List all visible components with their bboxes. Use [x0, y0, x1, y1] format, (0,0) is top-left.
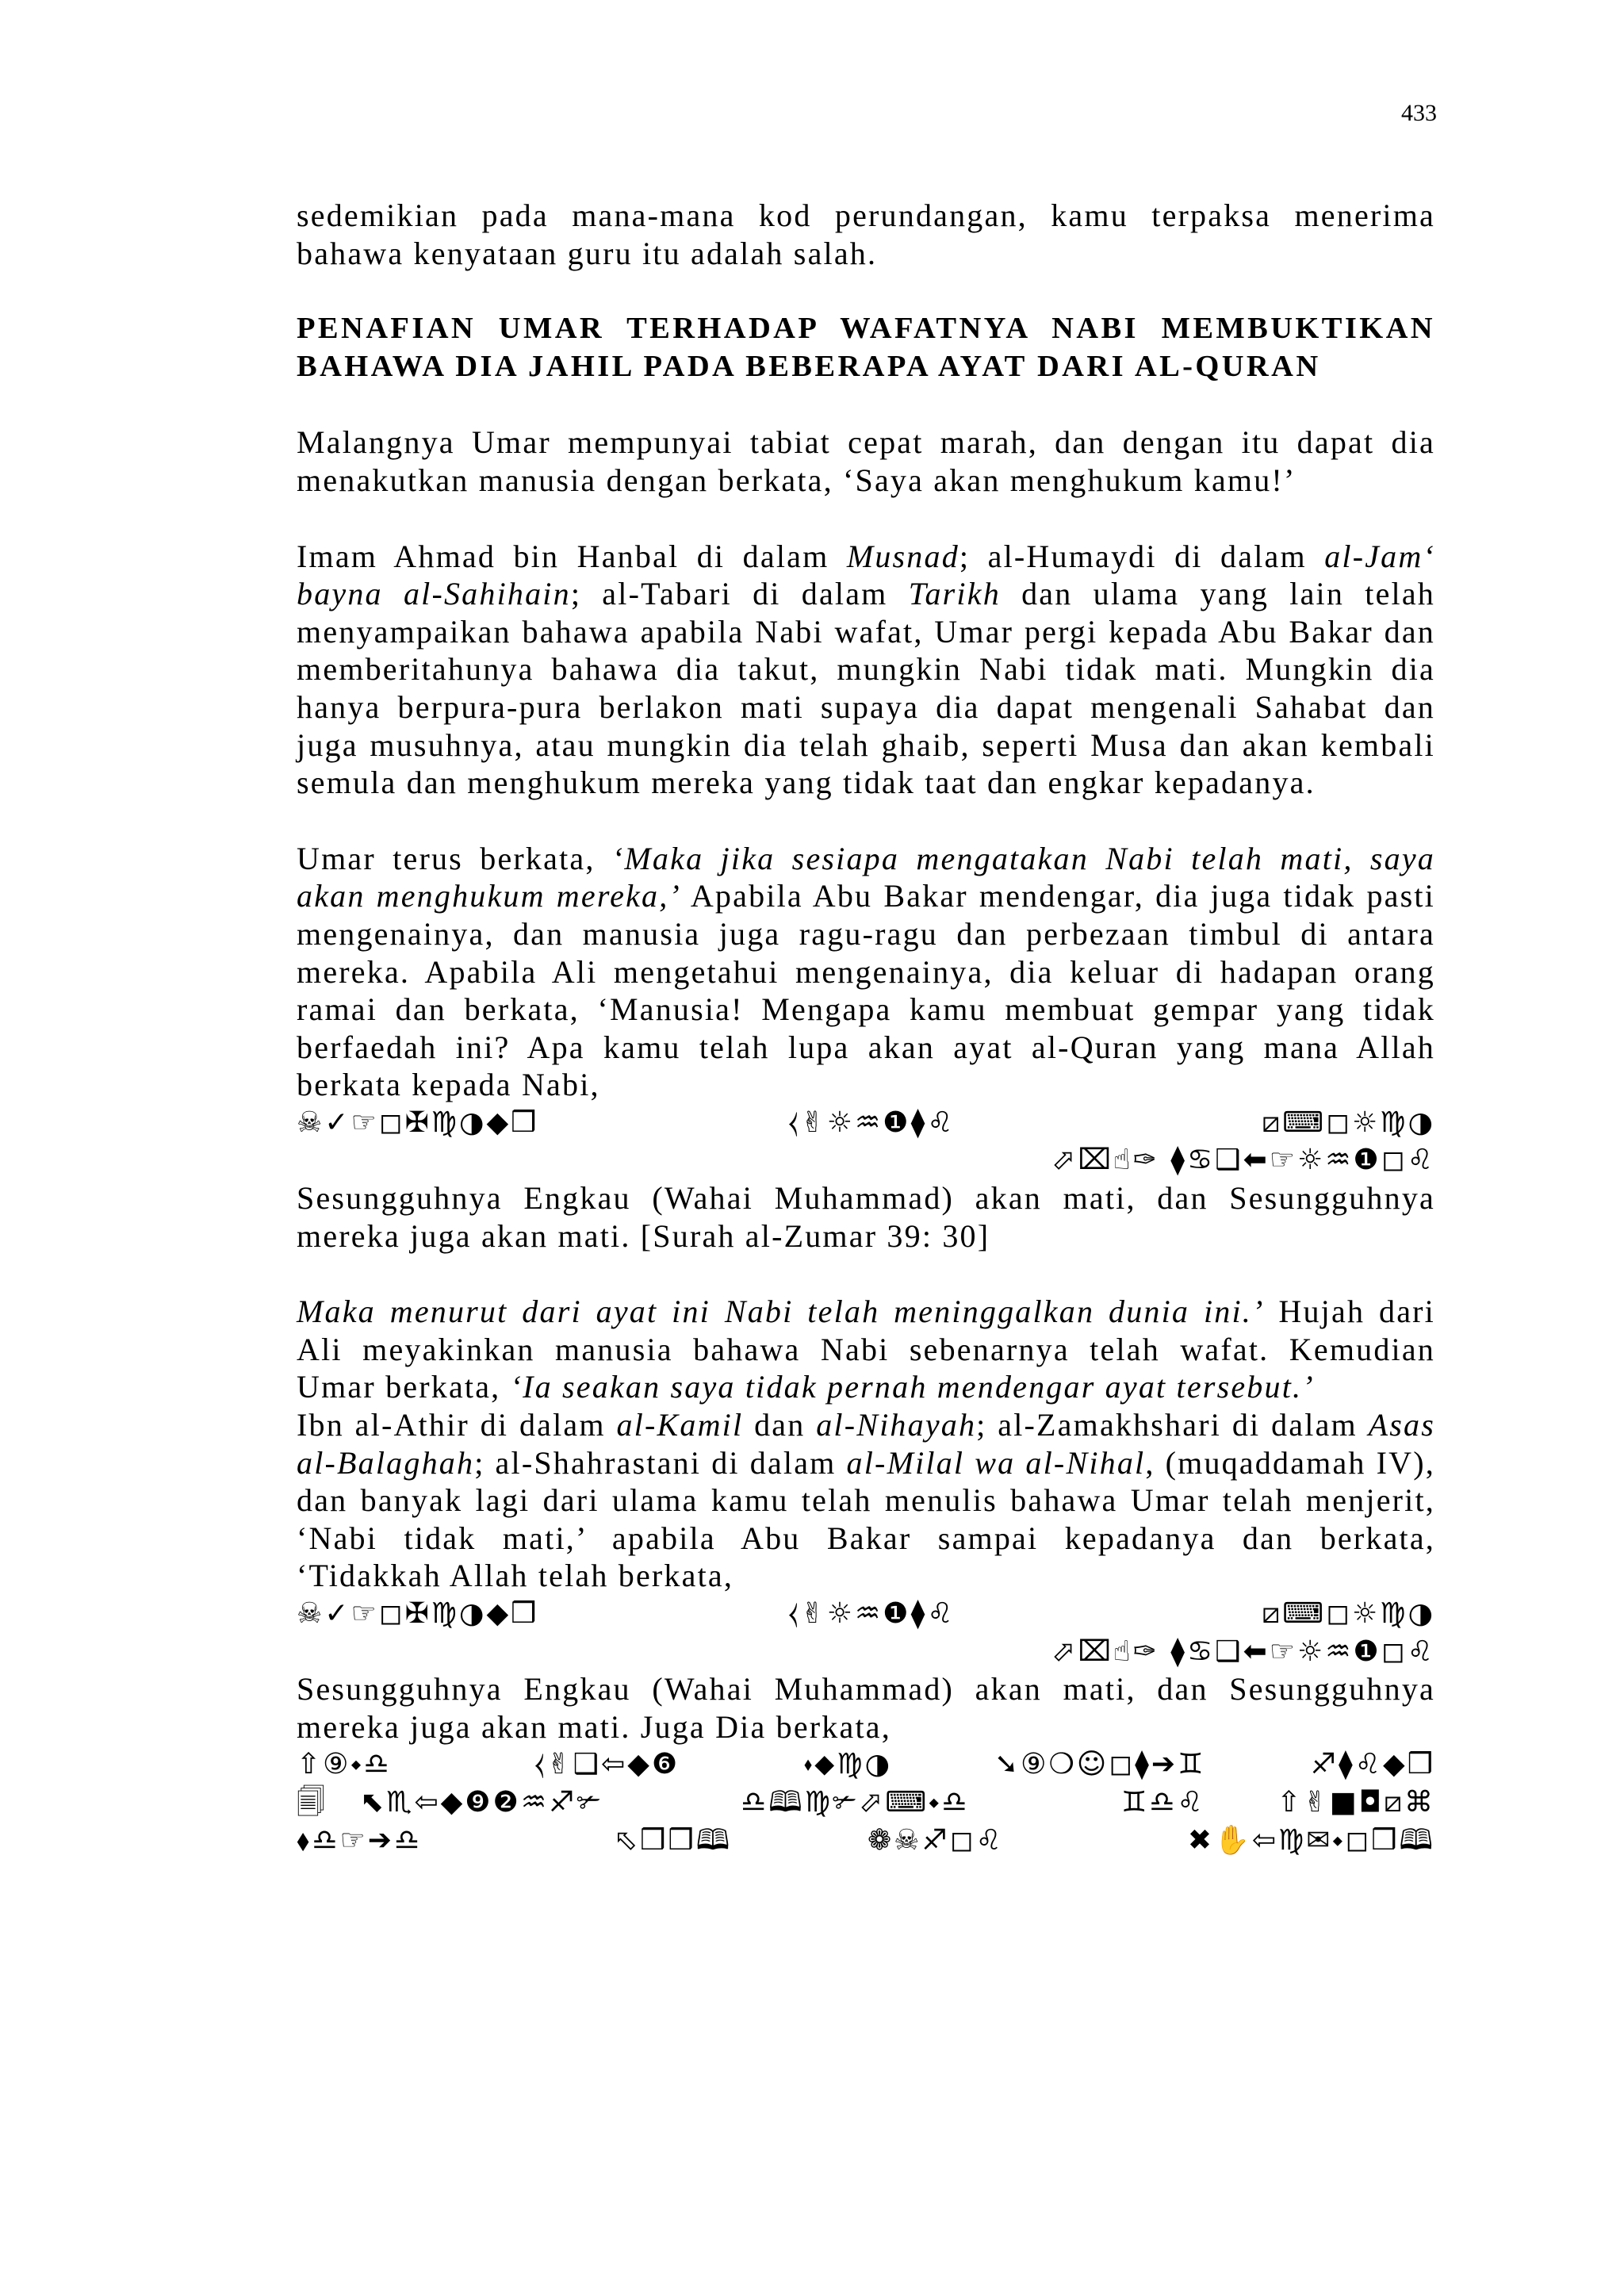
verse-glyph-line-3	[297, 1595, 1435, 1633]
verse-glyph: ⬀⌧☝✑ ⧫♋❑⬅☞☼♒❶◻♌	[1051, 1635, 1435, 1668]
verse-glyph: ⧼✌☼♒❶⧫♌	[788, 1597, 956, 1630]
text: ; al-Humaydi di dalam	[959, 538, 1325, 574]
paragraph-narration	[297, 538, 1435, 802]
text: , (muqaddamah IV), dan banyak lagi dari ulama kamu telah menulis bahawa Umar telah menjerit, ‘Nabi tidak mati,’ apabila Abu Bakar sampai kepadanya dan berkata, ‘Tidakkah Allah telah berkata,	[297, 1444, 1435, 1594]
verse-glyph-line-2	[297, 1141, 1435, 1179]
verse-translation-2: Sesungguhnya Engkau (Wahai Muhammad) akan mati, dan Sesungguhnya mereka juga akan mati. Juga Dia berkata,	[297, 1671, 1435, 1745]
verse-glyph-line-4	[297, 1633, 1435, 1671]
text: ; al-Tabari di dalam	[570, 576, 909, 612]
verse-glyph: ⬪⬥♍◑	[804, 1748, 893, 1781]
verse-glyph: ☠✓☞◻✠♍◑◆❒	[297, 1597, 539, 1630]
verse-glyph: ⇧⑨⬩♎	[297, 1748, 392, 1781]
text: Hujah dari Ali meyakinkan manusia bahawa Nabi sebenarnya telah wafat. Kemudian Umar berkata,	[297, 1294, 1435, 1405]
verse-glyph-line-5	[297, 1746, 1435, 1784]
paragraph-umar-temper: Malangnya Umar mempunyai tabiat cepat marah, dan dengan itu dapat dia menakutkan manusia dengan berkata, ‘Saya akan menghukum kamu!’	[297, 424, 1435, 498]
verse-glyph: ♊♎♌	[1121, 1785, 1205, 1819]
section-heading: PENAFIAN UMAR TERHADAP WAFATNYA NABI MEMBUKTIKAN BAHAWA DIA JAHIL PADA BEBERAPA AYAT DARI AL-QURAN	[297, 312, 1435, 383]
text: dan ulama yang lain telah menyampaikan bahawa apabila Nabi wafat, Umar pergi kepada Abu Bakar dan memberitahunya bahawa dia takut, mungkin Nabi tidak mati. Mungkin dia hanya berpura-pura berlakon mati supaya dia dapat mengenali Sahabat dan juga musuhnya, atau mungkin dia telah ghaib, seperti Musa dan akan kembali semula dan menghukum mereka yang tidak taat dan engkar kepadanya.	[297, 576, 1435, 801]
quote-umar: ‘Maka jika sesiapa mengatakan Nabi telah mati, saya akan menghukum mereka,’	[297, 840, 1435, 914]
verse-glyph: ⧼✌❑⇦◆❻	[534, 1748, 680, 1781]
verse-translation-1: Sesungguhnya Engkau (Wahai Muhammad) akan mati, dan Sesungguhnya mereka juga akan mati. [Surah al-Zumar 39: 30]	[297, 1180, 1435, 1254]
book-title-asas: Asas al-Balaghah	[297, 1407, 1435, 1481]
book-title-tarikh: Tarikh	[908, 576, 1001, 612]
text: ; al-Shahrastani di dalam	[474, 1444, 847, 1481]
paragraph-scholars	[297, 1406, 1435, 1595]
text: Imam Ahmad bin Hanbal di dalam	[297, 538, 847, 574]
quote-ali: Maka menurut dari ayat ini Nabi telah meninggalkan dunia ini.’	[297, 1294, 1265, 1330]
text: Umar terus berkata,	[297, 840, 612, 876]
book-title-nihayah: al-Nihayah	[816, 1407, 977, 1443]
verse-glyph: ⧄⌨◻☼♍◑	[1262, 1597, 1435, 1630]
book-title-jam: al-Jam‘ bayna al-Sahihain	[297, 538, 1435, 612]
verse-glyph: ⇧✌■◘⧄⌘	[1277, 1785, 1435, 1819]
text: dan	[743, 1407, 817, 1443]
text: ; al-Zamakhshari di dalam	[976, 1407, 1369, 1443]
verse-glyph: ✖✋⇦♍✉⬩◻❒🕮	[1187, 1823, 1435, 1857]
paragraph-umar-speech	[297, 840, 1435, 1104]
book-title-musnad: Musnad	[846, 538, 959, 574]
text: Ibn al-Athir di dalam	[297, 1407, 617, 1443]
book-title-kamil: al-Kamil	[616, 1407, 744, 1443]
verse-glyph: ⬧♎☞➔♎	[297, 1823, 423, 1857]
document-body	[297, 197, 1435, 1859]
verse-glyph: ☠✓☞◻✠♍◑◆❒	[297, 1106, 539, 1139]
verse-glyph-line-7	[297, 1822, 1435, 1860]
verse-glyph: ⬀⌧☝✑ ⧫♋❑⬅☞☼♒❶◻♌	[1051, 1144, 1435, 1177]
text: Apabila Abu Bakar mendengar, dia juga tidak pasti mengenainya, dan manusia juga ragu-ragu dan perbezaan timbul di antara mereka. Apabila Ali mengetahui mengenainya, dia keluar di hadapan orang ramai dan berkata, ‘Manusia! Mengapa kamu membuat gempar yang tidak berfaedah ini? Apa kamu telah lupa akan ayat al-Quran yang mana Allah berkata kepada Nabi,	[297, 878, 1436, 1103]
verse-glyph: ⬁❒❒🕮	[614, 1823, 733, 1857]
verse-glyph: ⧄⌨◻☼♍◑	[1262, 1106, 1435, 1139]
verse-glyph: ➘⑨❍☺◻⧫➔♊	[994, 1748, 1206, 1781]
verse-glyph: ❁☠♐◻♌	[868, 1823, 1004, 1857]
verse-glyph: ⬉♏⇦◆❾❷♒♐✃	[360, 1785, 603, 1819]
verse-glyph-line-6	[297, 1784, 1435, 1822]
book-title-milal: al-Milal wa al-Nihal	[846, 1444, 1146, 1481]
verse-glyph: ♐⧫♌◆❒	[1310, 1748, 1435, 1781]
verse-glyph: ♎🕮♍✃⬀⌨⬩♎	[741, 1785, 970, 1819]
paragraph-ali-proof	[297, 1293, 1435, 1406]
page-number: 433	[1401, 100, 1437, 126]
verse-glyph: ⧼✌☼♒❶⧫♌	[788, 1106, 956, 1139]
paragraph-intro: sedemikian pada mana-mana kod perundangan, kamu terpaksa menerima bahawa kenyataan guru itu adalah salah.	[297, 197, 1435, 271]
verse-glyph-line-1	[297, 1104, 1435, 1142]
verse-glyph: 🗐	[297, 1785, 327, 1819]
quote-umar-reply: ‘Ia seakan saya tidak pernah mendengar ayat tersebut.’	[510, 1369, 1315, 1405]
